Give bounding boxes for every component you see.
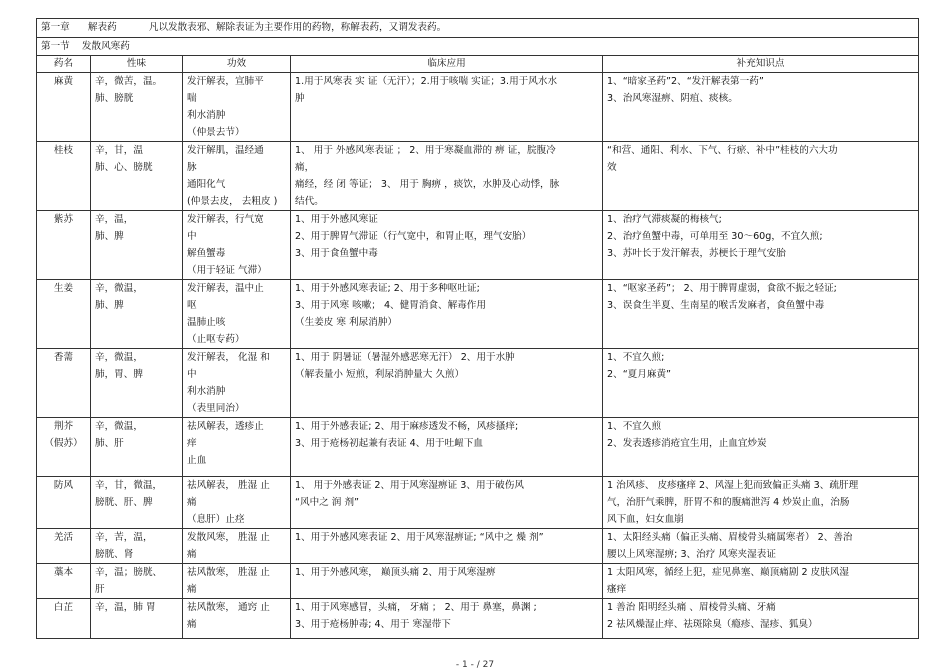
herb-notes-line: 3、治风寒湿痹、阴疽、痰核。 [607,93,738,104]
herb-notes-line: “和营、通阳、利水、下气、行瘀、补中”桂枝的六大功 [607,145,838,156]
herb-effect-line: 祛风解表， 胜湿 止 [187,480,270,491]
herb-notes-line: 气，治肝气乘脾，肝胃不和的腹痛泄泻 4 炒炭止血，治肠 [607,497,850,508]
herb-effect-line: 祛风散寒， 胜湿 止 [187,567,270,578]
table-row [37,211,919,280]
herb-notes-cell [603,529,919,564]
herb-notes-line: 风下血，妇女血崩 [607,514,684,525]
herb-effect-line: 痒 [187,438,197,449]
herb-table [36,18,919,639]
table-row [37,529,919,564]
herb-taste-line: 肺、脾 [95,231,124,242]
herb-name-line: （假苏） [44,438,83,449]
herb-taste-line: 肺，胃、脾 [95,369,143,380]
herb-name-cell [37,477,91,529]
herb-taste-line: 肝 [95,584,105,595]
herb-clinical-cell [291,418,603,477]
header-taste: 性味 [91,56,183,73]
herb-effect-line: 喘 [187,93,197,104]
table-row [37,477,919,529]
herb-clinical-cell [291,280,603,349]
herb-effect-cell [183,349,291,418]
herb-taste-line: 辛，苦，温， [95,532,153,543]
herb-effect-cell [183,211,291,280]
herb-notes-line: 1、“呕家圣药”； 2、用于脾胃虚弱，食欲不振之轻证; [607,283,837,294]
herb-effect-line: （息肝）止痉 [187,514,245,525]
herb-clinical-line: 1、用于外感风寒表证 2、用于风寒湿痹证; “风中之 燥 剂” [295,532,544,543]
herb-effect-line: 脉 [187,162,197,173]
herb-notes-line: 腰以上风寒湿痹; 3、治疗 风寒夹湿表证 [607,549,776,560]
herb-taste-line: 膀胱、肝、脾 [95,497,153,508]
herb-notes-cell [603,564,919,599]
herb-clinical-line: 1、用于风寒感冒，头痛， 牙痛 ； 2、用于 鼻塞，鼻渊 ; [295,602,537,613]
table-row [37,564,919,599]
herb-notes-line: 2、治疗鱼蟹中毒，可单用至 30～60g，不宜久煎; [607,231,823,242]
herb-name-line: 桂枝 [53,145,74,156]
herb-notes-line: 效 [607,162,617,173]
herb-clinical-line: 痛， [295,162,315,173]
herb-notes-line: 1、不宜久煎 [607,421,662,432]
herb-taste-cell [91,73,183,142]
herb-effect-line: 呕 [187,300,197,311]
herb-effect-line: 痛 [187,549,197,560]
herb-name-line: 白芷 [53,602,74,613]
herb-clinical-line: 1、用于 阴暑证（暑湿外感恶寒无汗） 2、用于水肿 [295,352,515,363]
herb-effect-cell [183,564,291,599]
table-row [37,280,919,349]
herb-name-line: 生姜 [53,283,74,294]
herb-clinical-line: “风中之 润 剂” [295,497,360,508]
herb-clinical-cell [291,211,603,280]
herb-clinical-line: 1、 用于 外感风寒表证 ； 2、用于寒凝血滞的 痹 证，脘腹冷 [295,145,556,156]
herb-taste-line: 辛，微苦，温。 [95,76,163,87]
herb-name-cell [37,211,91,280]
herb-taste-line: 膀胱、肾 [95,549,134,560]
table-row [37,599,919,639]
herb-taste-line: 辛，温；膀胱、 [95,567,163,578]
herb-clinical-cell [291,529,603,564]
herb-clinical-line: 1.用于风寒表 实 证（无汗）；2.用于咳喘 实证；3.用于风水水 [295,76,558,87]
chapter-description: 凡以发散表邪、解除表证为主要作用的药物，称解表药，又谓发表药。 [148,22,447,33]
header-name: 药名 [37,56,91,73]
herb-effect-cell [183,73,291,142]
herb-effect-line: 解鱼蟹毒 [187,248,226,259]
herb-notes-line: 瘙痒 [607,584,627,595]
herb-effect-line: 祛风解表，透疹止 [187,421,264,432]
herb-notes-cell [603,280,919,349]
herb-effect-line: 中 [187,231,197,242]
herb-name-cell [37,418,91,477]
herb-notes-line: 2 祛风燥湿止痒、祛斑除臭（瘾疹、湿疹、狐臭） [607,619,818,630]
header-effect: 功效 [183,56,291,73]
herb-taste-line: 辛，温， [95,214,134,225]
herb-name-line: 麻黄 [53,76,74,87]
herb-clinical-line: 肿 [295,93,305,104]
herb-notes-line: 1 治风疹、 皮疹瘙痒 2、风湿上犯而致偏正头痛 3、疏肝理 [607,480,859,491]
herb-effect-line: 止血 [187,455,207,466]
herb-effect-cell [183,599,291,639]
herb-notes-line: 2、发表透疹消疮宜生用，止血宜炒炭 [607,438,767,449]
herb-name-line: 紫苏 [53,214,74,225]
herb-taste-cell [91,211,183,280]
herb-notes-cell [603,73,919,142]
herb-taste-line: 辛，微温， [95,352,143,363]
herb-clinical-cell [291,564,603,599]
herb-name-line: 荆芥 [53,421,74,432]
herb-notes-cell [603,477,919,529]
herb-effect-line: 痛 [187,619,197,630]
herb-name-line: 香薷 [53,352,74,363]
herb-clinical-cell [291,599,603,639]
herb-taste-line: 肺、肝 [95,438,124,449]
header-notes: 补充知识点 [603,56,919,73]
herb-effect-line: 利水消肿 [187,110,226,121]
herb-clinical-line: 3、用于疮杨肿毒; 4、用于 寒湿带下 [295,619,451,630]
herb-effect-line: （表里同治） [187,403,245,414]
herb-taste-line: 肺、膀胱 [95,93,134,104]
herb-notes-line: 3、误食生半夏、生南星的喉舌发麻者，食鱼蟹中毒 [607,300,825,311]
herb-name-cell [37,529,91,564]
herb-effect-line: 发汗解表， 化湿 和 [187,352,270,363]
herb-effect-line: 发汗解肌，温经通 [187,145,264,156]
herb-effect-line: 痛 [187,584,197,595]
herb-notes-line: 1、不宜久煎; [607,352,665,363]
herb-notes-line: 1 太阳风寒，循经上犯，症见鼻塞、巅顶痛剧 2 皮肤风湿 [607,567,850,578]
herb-notes-line: 1 善治 阳明经头痛 、眉棱骨头痛、牙痛 [607,602,776,613]
herb-notes-line: 3、苏叶长于发汗解表，苏梗长于理气安胎 [607,248,786,259]
table-row [37,349,919,418]
herb-notes-cell [603,599,919,639]
section-row [37,38,919,56]
herb-clinical-line: 3、用于疮杨初起兼有表证 4、用于吐衄下血 [295,438,483,449]
herb-name-cell [37,349,91,418]
herb-taste-line: 辛，温，肺 胃 [95,602,156,613]
herb-effect-line: 利水消肿 [187,386,226,397]
section-cell [37,38,919,56]
herb-taste-line: 肺、脾 [95,300,124,311]
table-row [37,418,919,477]
herb-taste-line: 辛，微温， [95,421,143,432]
herb-clinical-line: （解表量小 短煎，利尿消肿量大 久煎） [295,369,465,380]
herb-clinical-line: 2、用于脾胃气滞证（行气宽中，和胃止呕，理气安胎） [295,231,532,242]
herb-effect-cell [183,418,291,477]
herb-effect-line: 发散风寒， 胜湿 止 [187,532,270,543]
herb-name-line: 防风 [53,480,74,491]
chapter-title: 解表药 [87,22,117,33]
chapter-cell [37,19,919,38]
herb-clinical-line: 1、用于外感风寒， 巅顶头痛 2、用于风寒湿痹 [295,567,496,578]
herb-effect-line: （用于轻证 气滞） [187,265,267,276]
herb-taste-cell [91,280,183,349]
section-label: 第一节 [41,41,70,52]
herb-effect-line: 发汗解表，温中止 [187,283,264,294]
herb-effect-line: （止呕专药） [187,334,245,345]
herb-taste-cell [91,529,183,564]
herb-clinical-line: 1、用于外感风寒表证; 2、用于多种呕吐证; [295,283,480,294]
herb-taste-line: 辛，甘，微温， [95,480,163,491]
herb-effect-line: 发汗解表，宣肺平 [187,76,264,87]
herb-taste-cell [91,599,183,639]
herb-clinical-line: （生姜皮 寒 利尿消肿） [295,317,398,328]
herb-clinical-line: 结代。 [295,196,324,207]
herb-effect-line: 祛风散寒， 通窍 止 [187,602,270,613]
herb-clinical-cell [291,349,603,418]
herb-effect-cell [183,142,291,211]
herb-taste-cell [91,142,183,211]
herb-clinical-cell [291,73,603,142]
herb-notes-cell [603,211,919,280]
herb-effect-cell [183,477,291,529]
herb-effect-line: 痛 [187,497,197,508]
section-title: 发散风寒药 [81,41,130,52]
herb-effect-cell [183,529,291,564]
herb-name-line: 羌活 [53,532,74,543]
table-row [37,142,919,211]
herb-taste-line: 肺、心、膀胱 [95,162,153,173]
herb-effect-line: (仲景去皮， 去粗皮 ) [187,196,278,207]
herb-clinical-line: 1、用于外感风寒证 [295,214,378,225]
herb-notes-cell [603,349,919,418]
header-clinical: 临床应用 [291,56,603,73]
herb-name-cell [37,280,91,349]
chapter-row [37,19,919,38]
herb-taste-cell [91,418,183,477]
herb-name-cell [37,599,91,639]
header-row [37,56,919,73]
herb-effect-line: 通阳化气 [187,179,226,190]
herb-taste-line: 辛，微温， [95,283,143,294]
herb-clinical-line: 3、用于食鱼蟹中毒 [295,248,378,259]
herb-notes-cell [603,142,919,211]
herb-clinical-line: 1、用于外感表证; 2、用于麻疹透发不畅，风疹搔痒; [295,421,519,432]
herb-effect-line: （仲景去节） [187,127,245,138]
herb-taste-cell [91,564,183,599]
herb-notes-line: 2、“夏月麻黄” [607,369,672,380]
herb-name-cell [37,73,91,142]
herb-notes-line: 1、“暗家圣药”2、“发汗解表第一药” [607,76,764,87]
herb-clinical-line: 痛经，经 闭 等证； 3、 用于 胸痹 ，痰饮，水肿及心动悸，脉 [295,179,560,190]
herb-notes-line: 1、治疗气滞痰凝的梅核气; [607,214,722,225]
herb-effect-line: 中 [187,369,197,380]
herb-name-cell [37,142,91,211]
herb-notes-cell [603,418,919,477]
document-page [36,18,918,639]
herb-clinical-line: 3、用于风寒 咳嗽； 4、健胃消食、解毒作用 [295,300,486,311]
herb-taste-line: 辛，甘，温 [95,145,143,156]
page-number: - 1 - / 27 [455,660,495,670]
herb-effect-line: 发汗解表，行气宽 [187,214,264,225]
herb-effect-line: 温肺止咳 [187,317,226,328]
herb-name-cell [37,564,91,599]
chapter-label: 第一章 [41,22,70,33]
herb-taste-cell [91,349,183,418]
herb-notes-line: 1、太阳经头痛（偏正头痛、眉棱骨头痛属寒者） 2、善治 [607,532,853,543]
herb-clinical-cell [291,477,603,529]
herb-taste-cell [91,477,183,529]
herb-clinical-cell [291,142,603,211]
herb-clinical-line: 1、 用于外感表证 2、用于风寒湿痹证 3、用于破伤风 [295,480,524,491]
herb-name-line: 藁本 [53,567,74,578]
table-row [37,73,919,142]
herb-effect-cell [183,280,291,349]
